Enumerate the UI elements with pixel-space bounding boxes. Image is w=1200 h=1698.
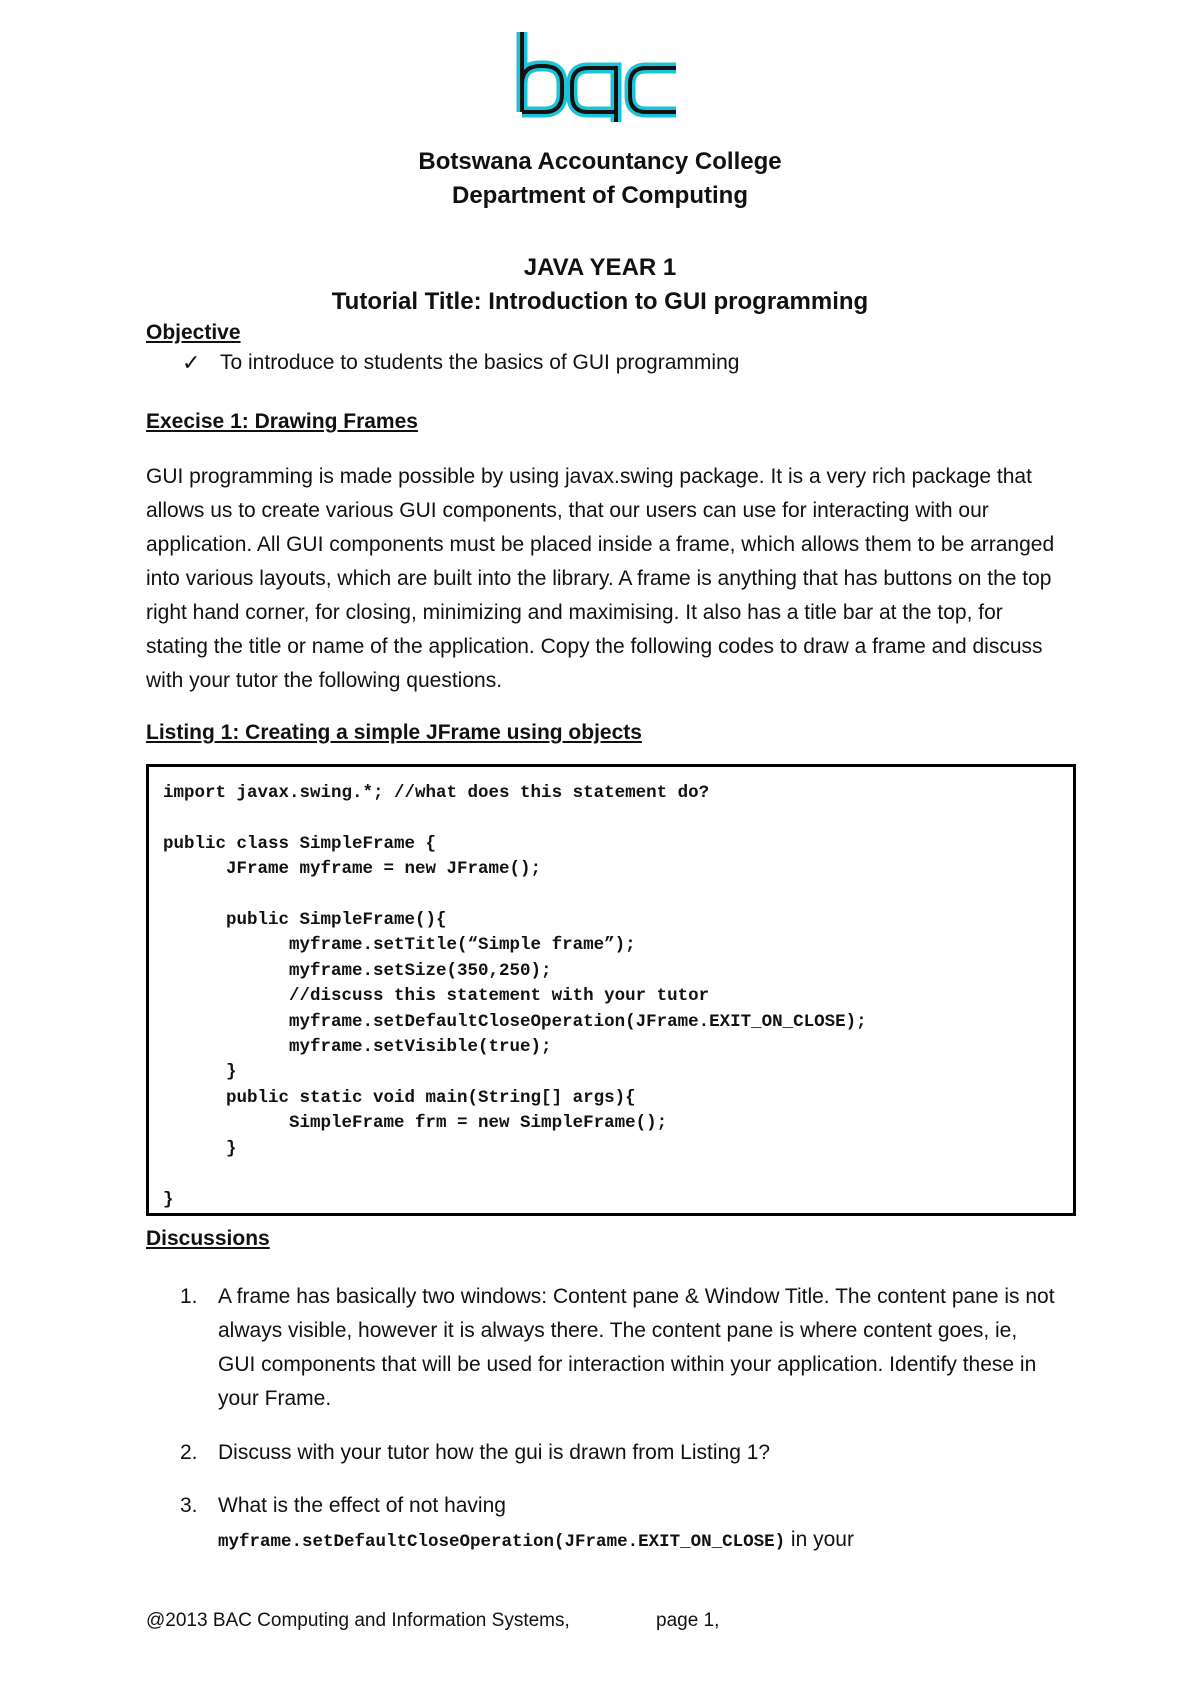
- discussion-item: [180, 1489, 1060, 1559]
- code-listing: import javax.swing.*; //what does this statement do? public class SimpleFrame { JFrame myframe = new JFrame(); public SimpleFrame(){ myframe.setTitle(“Simple frame”); myframe.setSize(350,250); //discuss this statement with your tutor myframe.setDefaultCloseOperation(JFrame.EXIT_ON_CLOSE); myframe.setVisible(true); } public static void main(String[] args){ SimpleFrame frm = new SimpleFrame(); } }: [163, 783, 867, 1210]
- inline-code: myframe.setDefaultCloseOperation(JFrame.EXIT_ON_CLOSE): [218, 1532, 786, 1552]
- discussion-number: 3.: [180, 1494, 198, 1517]
- discussion-text: Discuss with your tutor how the gui is drawn from Listing 1?: [218, 1441, 771, 1464]
- tutorial-title: Tutorial Title: Introduction to GUI programming: [331, 288, 869, 315]
- objective-heading: Objective: [146, 321, 241, 344]
- discussion-number: 2.: [180, 1441, 198, 1464]
- exercise-heading: Execise 1: Drawing Frames: [146, 410, 418, 433]
- discussion-text-suffix: in your: [785, 1528, 854, 1551]
- objective-item: [182, 350, 739, 376]
- discussions-heading: Discussions: [146, 1227, 270, 1250]
- discussion-text: What is the effect of not having: [218, 1494, 506, 1517]
- discussion-number: 1.: [180, 1285, 198, 1308]
- footer-copyright: @2013 BAC Computing and Information Systems,: [146, 1610, 570, 1631]
- discussion-item: [180, 1280, 1060, 1416]
- exercise-paragraph: GUI programming is made possible by using javax.swing package. It is a very rich package that allows us to create various GUI components, that our users can use for interacting with our application. All GUI components must be placed inside a frame, which allows them to be arranged into various layouts, which are built into the library. A frame is anything that has buttons on the top right hand corner, for closing, minimizing and maximising. It also has a title bar at the top, for stating the title or name of the application. Copy the following codes to draw a frame and discuss with your tutor the following questions.: [146, 465, 1055, 692]
- discussion-text-block: [218, 1489, 1060, 1559]
- objective-text: To introduce to students the basics of GUI programming: [220, 351, 740, 374]
- footer-page-number: page 1,: [656, 1610, 720, 1631]
- bac-logo: [508, 26, 684, 122]
- check-icon: ✓: [182, 350, 201, 375]
- code-listing-box: [146, 764, 1076, 1216]
- institution-name: Botswana Accountancy College: [418, 148, 782, 175]
- course-title: JAVA YEAR 1: [523, 254, 677, 281]
- listing-heading: Listing 1: Creating a simple JFrame using objects: [146, 721, 642, 744]
- discussion-text: A frame has basically two windows: Content pane & Window Title. The content pane is not always visible, however it is always there. The content pane is where content goes, ie, GUI components that will be used for interaction within your application. Identify these in your Frame.: [218, 1285, 1055, 1410]
- department-name: Department of Computing: [452, 182, 748, 209]
- discussion-item: [180, 1436, 1060, 1470]
